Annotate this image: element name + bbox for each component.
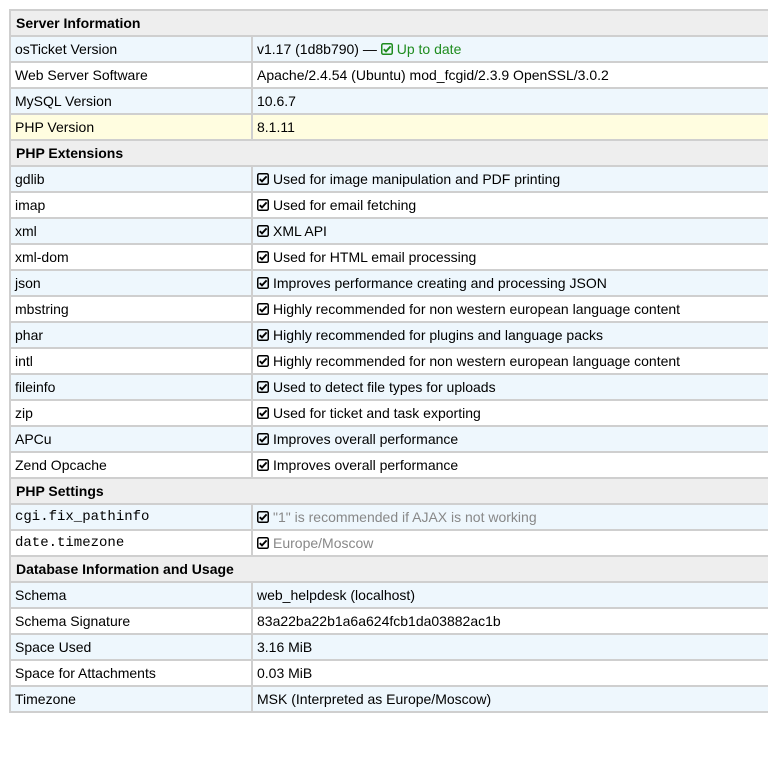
row-label: osTicket Version xyxy=(10,36,252,62)
check-square-icon xyxy=(257,276,269,288)
value-text: Europe/Moscow xyxy=(273,535,374,551)
row-label: mbstring xyxy=(10,296,252,322)
system-information-table xyxy=(9,9,768,713)
row-value xyxy=(252,348,768,374)
row-value xyxy=(252,452,768,478)
row-label: Space Used xyxy=(10,634,252,660)
row-label: MySQL Version xyxy=(10,88,252,114)
check-square-icon xyxy=(257,198,269,210)
row-label: APCu xyxy=(10,426,252,452)
value-text: v1.17 (1d8b790) — xyxy=(257,41,381,57)
section-header xyxy=(10,10,768,36)
check-square-icon xyxy=(257,406,269,418)
value-text: 83a22ba22b1a6a624fcb1da03882ac1b xyxy=(257,613,501,629)
table-row xyxy=(10,348,768,374)
row-value xyxy=(252,270,768,296)
value-text: 10.6.7 xyxy=(257,93,296,109)
row-value xyxy=(252,426,768,452)
table-row xyxy=(10,452,768,478)
row-value xyxy=(252,166,768,192)
row-value xyxy=(252,504,768,530)
row-value xyxy=(252,36,768,62)
check-square-icon xyxy=(257,302,269,314)
value-text: MSK (Interpreted as Europe/Moscow) xyxy=(257,691,492,707)
row-label: Space for Attachments xyxy=(10,660,252,686)
table-row xyxy=(10,686,768,712)
value-text: "1" is recommended if AJAX is not working xyxy=(273,509,537,525)
row-label: xml-dom xyxy=(10,244,252,270)
check-square-icon xyxy=(257,224,269,236)
section-header xyxy=(10,556,768,582)
status-text: Up to date xyxy=(396,41,462,57)
row-label: Zend Opcache xyxy=(10,452,252,478)
up-to-date-status xyxy=(381,41,462,57)
row-label: Timezone xyxy=(10,686,252,712)
table-row xyxy=(10,400,768,426)
value-text: Used to detect file types for uploads xyxy=(273,379,496,395)
check-square-icon xyxy=(257,328,269,340)
table-row xyxy=(10,36,768,62)
row-value xyxy=(252,244,768,270)
row-value xyxy=(252,374,768,400)
row-value xyxy=(252,400,768,426)
value-text: web_helpdesk (localhost) xyxy=(257,587,415,603)
value-text: Highly recommended for non western european language content xyxy=(273,353,681,369)
table-row xyxy=(10,218,768,244)
row-value xyxy=(252,530,768,556)
check-square-icon xyxy=(381,42,393,54)
value-text: 8.1.11 xyxy=(257,119,295,135)
value-text: Apache/2.4.54 (Ubuntu) mod_fcgid/2.3.9 OpenSSL/3.0.2 xyxy=(257,67,609,83)
check-square-icon xyxy=(257,536,269,548)
row-value xyxy=(252,62,768,88)
value-text: Highly recommended for plugins and language packs xyxy=(273,327,603,343)
table-row xyxy=(10,374,768,400)
row-label: zip xyxy=(10,400,252,426)
table-row xyxy=(10,114,768,140)
check-square-icon xyxy=(257,458,269,470)
row-label: fileinfo xyxy=(10,374,252,400)
table-row xyxy=(10,192,768,218)
table-row xyxy=(10,530,768,556)
table-row xyxy=(10,166,768,192)
section-title: Server Information xyxy=(10,10,768,36)
value-text: 0.03 MiB xyxy=(257,665,313,681)
row-value xyxy=(252,660,768,686)
table-row xyxy=(10,582,768,608)
section-title: PHP Extensions xyxy=(10,140,768,166)
check-square-icon xyxy=(257,250,269,262)
row-value xyxy=(252,686,768,712)
value-text: Improves overall performance xyxy=(273,431,459,447)
row-value xyxy=(252,322,768,348)
row-label: Schema xyxy=(10,582,252,608)
row-label: gdlib xyxy=(10,166,252,192)
row-value xyxy=(252,192,768,218)
value-text: Used for ticket and task exporting xyxy=(273,405,481,421)
table-row xyxy=(10,608,768,634)
row-value xyxy=(252,582,768,608)
row-label: intl xyxy=(10,348,252,374)
value-text: Used for image manipulation and PDF printing xyxy=(273,171,561,187)
value-text: Highly recommended for non western european language content xyxy=(273,301,681,317)
table-row xyxy=(10,426,768,452)
row-label: json xyxy=(10,270,252,296)
check-square-icon xyxy=(257,354,269,366)
row-label: date.timezone xyxy=(10,530,252,556)
row-label: Web Server Software xyxy=(10,62,252,88)
value-text: Improves overall performance xyxy=(273,457,459,473)
value-text: Improves performance creating and processing JSON xyxy=(273,275,607,291)
section-header xyxy=(10,140,768,166)
table-row xyxy=(10,270,768,296)
section-header xyxy=(10,478,768,504)
value-text: XML API xyxy=(273,223,327,239)
table-row xyxy=(10,296,768,322)
row-value xyxy=(252,218,768,244)
row-value xyxy=(252,296,768,322)
value-text: Used for HTML email processing xyxy=(273,249,477,265)
table-row xyxy=(10,62,768,88)
table-row xyxy=(10,660,768,686)
row-label: xml xyxy=(10,218,252,244)
row-value xyxy=(252,114,768,140)
check-square-icon xyxy=(257,172,269,184)
table-row xyxy=(10,88,768,114)
table-row xyxy=(10,244,768,270)
row-label: PHP Version xyxy=(10,114,252,140)
row-value xyxy=(252,88,768,114)
table-row xyxy=(10,504,768,530)
section-title: Database Information and Usage xyxy=(10,556,768,582)
table-row xyxy=(10,634,768,660)
row-label: imap xyxy=(10,192,252,218)
section-title: PHP Settings xyxy=(10,478,768,504)
check-square-icon xyxy=(257,380,269,392)
row-label: phar xyxy=(10,322,252,348)
value-text: 3.16 MiB xyxy=(257,639,313,655)
row-value xyxy=(252,634,768,660)
check-square-icon xyxy=(257,432,269,444)
row-value xyxy=(252,608,768,634)
row-label: Schema Signature xyxy=(10,608,252,634)
table-row xyxy=(10,322,768,348)
check-square-icon xyxy=(257,510,269,522)
value-text: Used for email fetching xyxy=(273,197,417,213)
row-label: cgi.fix_pathinfo xyxy=(10,504,252,530)
